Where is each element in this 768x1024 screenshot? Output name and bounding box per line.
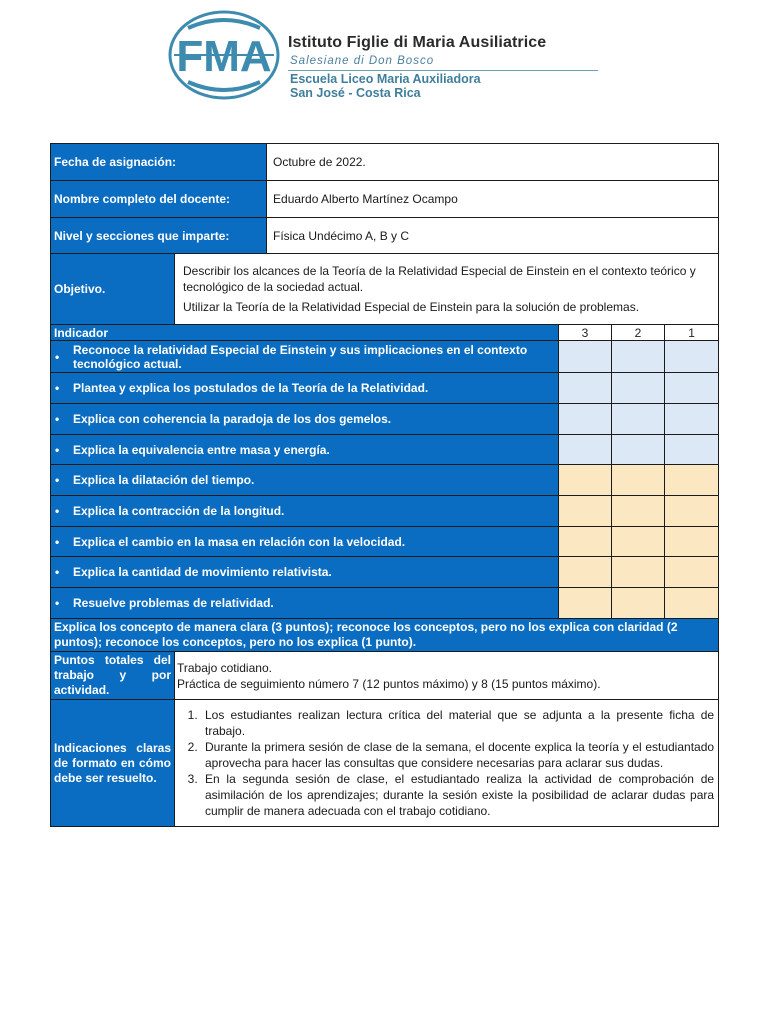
indicator-cell	[51, 465, 559, 496]
scale-note: Explica los concepto de manera clara (3 puntos); reconoce los conceptos, pero no los explica con claridad (2 puntos); reconoce los conceptos, pero no los explica (1 punto).	[51, 619, 719, 652]
indicaciones-label: Indicaciones claras de formato en cómo debe ser resuelto.	[51, 700, 175, 827]
rubric-row	[51, 404, 719, 435]
rubric-header-row	[51, 325, 719, 341]
objetivo-label: Objetivo.	[51, 254, 175, 325]
institute-subtitle: Salesiane di Don Bosco	[290, 55, 435, 67]
indicator-text: Reconoce la relatividad Especial de Einstein y sus implicaciones en el contexto tecnológico actual.	[73, 342, 528, 371]
indicator-cell	[51, 435, 559, 465]
indicator-text: Explica la equivalencia entre masa y energía.	[73, 442, 330, 457]
bullet-icon: •	[55, 381, 60, 395]
objetivo-text	[175, 254, 719, 325]
fma-globe-logo	[168, 10, 280, 100]
score-2-cell[interactable]	[612, 373, 665, 404]
fecha-label: Fecha de asignación:	[51, 144, 267, 181]
row-nivel	[51, 218, 719, 254]
school-location: San José - Costa Rica	[290, 86, 421, 100]
bullet-icon: •	[55, 442, 60, 457]
level-3-header: 3	[559, 325, 612, 341]
bullet-icon: •	[55, 349, 60, 364]
score-3-cell[interactable]	[559, 341, 612, 373]
score-1-cell[interactable]	[665, 465, 719, 496]
score-3-cell[interactable]	[559, 496, 612, 527]
score-1-cell[interactable]	[665, 588, 719, 619]
indicator-text: Plantea y explica los postulados de la Teoría de la Relatividad.	[73, 381, 429, 395]
rubric-row	[51, 557, 719, 588]
bullet-icon: •	[55, 534, 60, 549]
bullet-icon: •	[55, 596, 60, 610]
row-scale-note	[51, 619, 719, 652]
score-1-cell[interactable]	[665, 557, 719, 588]
rubric-row	[51, 435, 719, 465]
puntos-line-2: Práctica de seguimiento número 7 (12 puntos máximo) y 8 (15 puntos máximo).	[177, 676, 601, 691]
row-fecha	[51, 144, 719, 181]
rubric-row	[51, 527, 719, 557]
score-1-cell[interactable]	[665, 341, 719, 373]
institute-name: Istituto Figlie di Maria Ausiliatrice	[288, 34, 547, 51]
indicator-text: Explica la dilatación del tiempo.	[73, 473, 255, 487]
indicator-cell	[51, 373, 559, 404]
puntos-label: Puntos totales del trabajo y por actividad.	[51, 652, 175, 700]
puntos-line-1: Trabajo cotidiano.	[177, 660, 272, 675]
score-2-cell[interactable]	[612, 527, 665, 557]
score-2-cell[interactable]	[612, 465, 665, 496]
level-2-header: 2	[612, 325, 665, 341]
puntos-value	[175, 652, 719, 700]
objetivo-line-2: Utilizar la Teoría de la Relatividad Especial de Einstein para la solución de problemas.	[183, 300, 640, 314]
bullet-icon: •	[55, 473, 60, 487]
rubric-row	[51, 496, 719, 527]
score-3-cell[interactable]	[559, 465, 612, 496]
score-3-cell[interactable]	[559, 373, 612, 404]
docente-value: Eduardo Alberto Martínez Ocampo	[267, 181, 719, 218]
indicator-text: Explica la cantidad de movimiento relativista.	[73, 565, 332, 579]
indicator-header: Indicador	[51, 325, 559, 341]
bullet-icon: •	[55, 565, 60, 579]
score-2-cell[interactable]	[612, 341, 665, 373]
score-2-cell[interactable]	[612, 588, 665, 619]
rubric-row	[51, 588, 719, 619]
row-indicaciones	[51, 700, 719, 827]
fecha-value: Octubre de 2022.	[267, 144, 719, 181]
school-name: Escuela Liceo Maria Auxiliadora	[290, 72, 481, 86]
indicator-cell	[51, 557, 559, 588]
bullet-icon: •	[55, 412, 60, 426]
indicator-cell	[51, 527, 559, 557]
score-3-cell[interactable]	[559, 527, 612, 557]
row-docente	[51, 181, 719, 218]
indicator-text: Explica con coherencia la paradoja de los dos gemelos.	[73, 412, 392, 426]
score-3-cell[interactable]	[559, 435, 612, 465]
score-1-cell[interactable]	[665, 496, 719, 527]
score-1-cell[interactable]	[665, 527, 719, 557]
objetivo-line-1: Describir los alcances de la Teoría de la Relatividad Especial de Einstein en el contexto teórico y tecnológico de la sociedad actual.	[183, 264, 696, 294]
indicator-cell	[51, 341, 559, 373]
nivel-value: Física Undécimo A, B y C	[267, 218, 719, 254]
logo-text: FMA	[176, 32, 272, 81]
score-1-cell[interactable]	[665, 435, 719, 465]
score-3-cell[interactable]	[559, 404, 612, 435]
bullet-icon: •	[55, 504, 60, 518]
score-2-cell[interactable]	[612, 435, 665, 465]
nivel-label: Nivel y secciones que imparte:	[51, 218, 267, 254]
indicator-text: Explica el cambio en la masa en relación con la velocidad.	[73, 534, 406, 549]
indicator-text: Explica la contracción de la longitud.	[73, 504, 285, 518]
indicator-cell	[51, 404, 559, 435]
row-puntos	[51, 652, 719, 700]
indicator-text: Resuelve problemas de relatividad.	[73, 596, 274, 610]
score-1-cell[interactable]	[665, 373, 719, 404]
indicaciones-step: 1. Los estudiantes realizan lectura crítica del material que se adjunta a la presente ficha de trabajo.	[201, 707, 714, 739]
docente-label: Nombre completo del docente:	[51, 181, 267, 218]
row-objetivo	[51, 254, 719, 325]
score-3-cell[interactable]	[559, 557, 612, 588]
indicator-cell	[51, 496, 559, 527]
score-3-cell[interactable]	[559, 588, 612, 619]
score-2-cell[interactable]	[612, 557, 665, 588]
institution-header	[168, 10, 608, 102]
work-sheet-table	[50, 143, 719, 827]
score-2-cell[interactable]	[612, 404, 665, 435]
score-1-cell[interactable]	[665, 404, 719, 435]
level-1-header: 1	[665, 325, 719, 341]
score-2-cell[interactable]	[612, 496, 665, 527]
indicaciones-step: 2. Durante la primera sesión de clase de la semana, el docente explica la teoría y el estudiantado aprovecha para hacer las consultas que considere necesarias para aclarar sus dudas.	[201, 739, 714, 771]
header-divider	[288, 70, 598, 71]
indicaciones-list	[175, 707, 714, 819]
indicaciones-step: 3. En la segunda sesión de clase, el estudiantado realiza la actividad de comprobación de asimilación de los aprendizajes; durante la sesión existe la posibilidad de aclarar dudas para cumplir de manera adecuada con el trabajo cotidiano.	[201, 771, 714, 819]
rubric-row	[51, 465, 719, 496]
indicaciones-value	[175, 700, 719, 827]
rubric-row	[51, 341, 719, 373]
rubric-row	[51, 373, 719, 404]
indicator-cell	[51, 588, 559, 619]
